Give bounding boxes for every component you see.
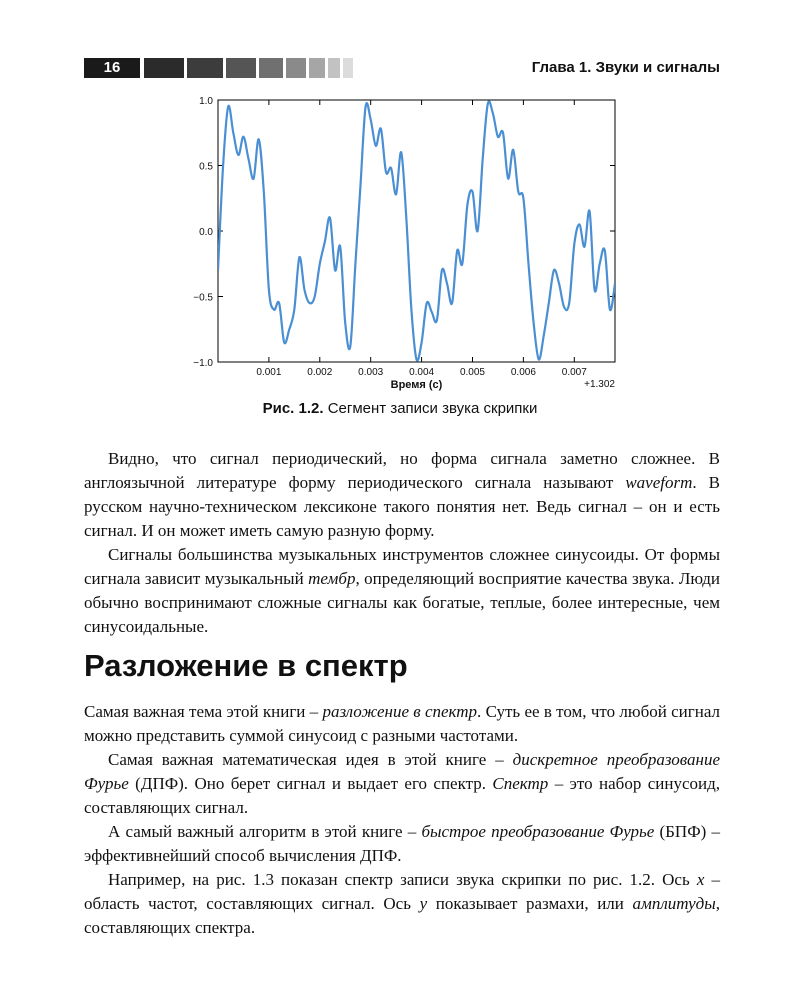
y-tick-label: 1.0 bbox=[199, 96, 213, 107]
text-run: Самая важная математическая идея в этой книге – bbox=[108, 750, 513, 769]
header-bar bbox=[259, 58, 283, 78]
section-heading: Разложение в спектр bbox=[84, 648, 408, 683]
x-tick-label: 0.002 bbox=[307, 367, 333, 378]
text-run: . Суть ее в том, что любой сигнал можно представить суммой синусоид с разными частотами. bbox=[84, 702, 720, 745]
header-bar bbox=[286, 58, 306, 78]
emphasized-term: амплитуды bbox=[632, 894, 716, 913]
plot-frame bbox=[218, 100, 615, 362]
figure-caption bbox=[0, 400, 800, 417]
text-run: – это набор синусоид, составляющих сигнал. bbox=[84, 774, 721, 817]
text-run: (БПФ) – эффективнейший способ вычисления ДПФ. bbox=[84, 822, 720, 865]
text-run: – область частот, составляющих сигнал. Ось bbox=[84, 870, 720, 913]
y-tick-label: −1.0 bbox=[193, 358, 213, 369]
emphasized-term: быстрое преобразование Фурье bbox=[421, 822, 655, 841]
page-number: 16 bbox=[84, 58, 140, 78]
text-run: Например, на рис. 1.3 показан спектр записи звука скрипки по рис. 1.2. Ось bbox=[108, 870, 697, 889]
emphasized-term: тембр bbox=[308, 569, 356, 588]
figure-caption-text: Сегмент записи звука скрипки bbox=[327, 400, 538, 417]
emphasized-term: waveform bbox=[625, 473, 693, 492]
header-bar bbox=[309, 58, 325, 78]
text-run: (ДПФ). Оно берет сигнал и выдает его спектр. bbox=[128, 774, 493, 793]
text-run: Самая важная тема этой книги – bbox=[84, 702, 323, 721]
text-run: , составляющих спектра. bbox=[84, 894, 720, 937]
paragraph bbox=[84, 868, 720, 940]
text-run: Сигналы большинства музыкальных инструментов сложнее синусоиды. От формы сигнала зависит музыкальный bbox=[84, 545, 720, 588]
figure-caption-label: Рис. 1.2. bbox=[262, 400, 324, 417]
emphasized-term: x bbox=[696, 870, 705, 889]
x-tick-label: 0.004 bbox=[409, 367, 435, 378]
text-run: Видно, что сигнал периодический, но форма сигнала заметно сложнее. В англоязычной литературе форму периодического сигнала называют bbox=[84, 449, 720, 492]
text-run: А самый важный алгоритм в этой книге – bbox=[108, 822, 422, 841]
header-bar bbox=[328, 58, 340, 78]
x-tick-label: 0.007 bbox=[561, 367, 587, 378]
chapter-title: Глава 1. Звуки и сигналы bbox=[531, 59, 720, 76]
body-text-intro bbox=[84, 447, 720, 639]
emphasized-term: разложение в спектр bbox=[322, 702, 478, 721]
paragraph bbox=[84, 700, 720, 748]
text-run: . В русском научно-техническом лексиконе такого понятия нет. Ведь сигнал – он и есть сигнал. И он может иметь самую разную форму. bbox=[84, 473, 720, 540]
x-tick-label: 0.006 bbox=[510, 367, 536, 378]
y-tick-label: 0.5 bbox=[199, 161, 213, 173]
x-tick-label: 0.001 bbox=[256, 367, 282, 378]
header-bar bbox=[144, 58, 184, 78]
x-offset-label: +1.302 bbox=[584, 379, 615, 390]
x-tick-label: 0.003 bbox=[358, 367, 384, 378]
waveform-chart bbox=[175, 95, 625, 395]
header-bar bbox=[226, 58, 256, 78]
paragraph bbox=[84, 447, 720, 543]
page-header bbox=[84, 58, 720, 78]
text-run: , определяющий восприятие качества звука. Люди обычно воспринимают сложные сигналы как богатые, теплые, более интересные, чем синусоидальные. bbox=[84, 569, 721, 636]
x-tick-label: 0.005 bbox=[459, 367, 486, 378]
header-bar bbox=[187, 58, 223, 78]
header-bar bbox=[343, 58, 353, 78]
paragraph bbox=[84, 543, 720, 639]
body-text-section bbox=[84, 700, 720, 940]
y-tick-label: −0.5 bbox=[193, 292, 213, 304]
emphasized-term: дискретное преобразование Фурье bbox=[84, 750, 720, 793]
y-tick-label: 0.0 bbox=[199, 227, 213, 238]
paragraph bbox=[84, 748, 720, 820]
x-axis-label: Время (с) bbox=[390, 379, 443, 391]
emphasized-term: Спектр bbox=[492, 774, 549, 793]
text-run: показывает размахи, или bbox=[427, 894, 633, 913]
paragraph bbox=[84, 820, 720, 868]
emphasized-term: y bbox=[419, 894, 428, 913]
